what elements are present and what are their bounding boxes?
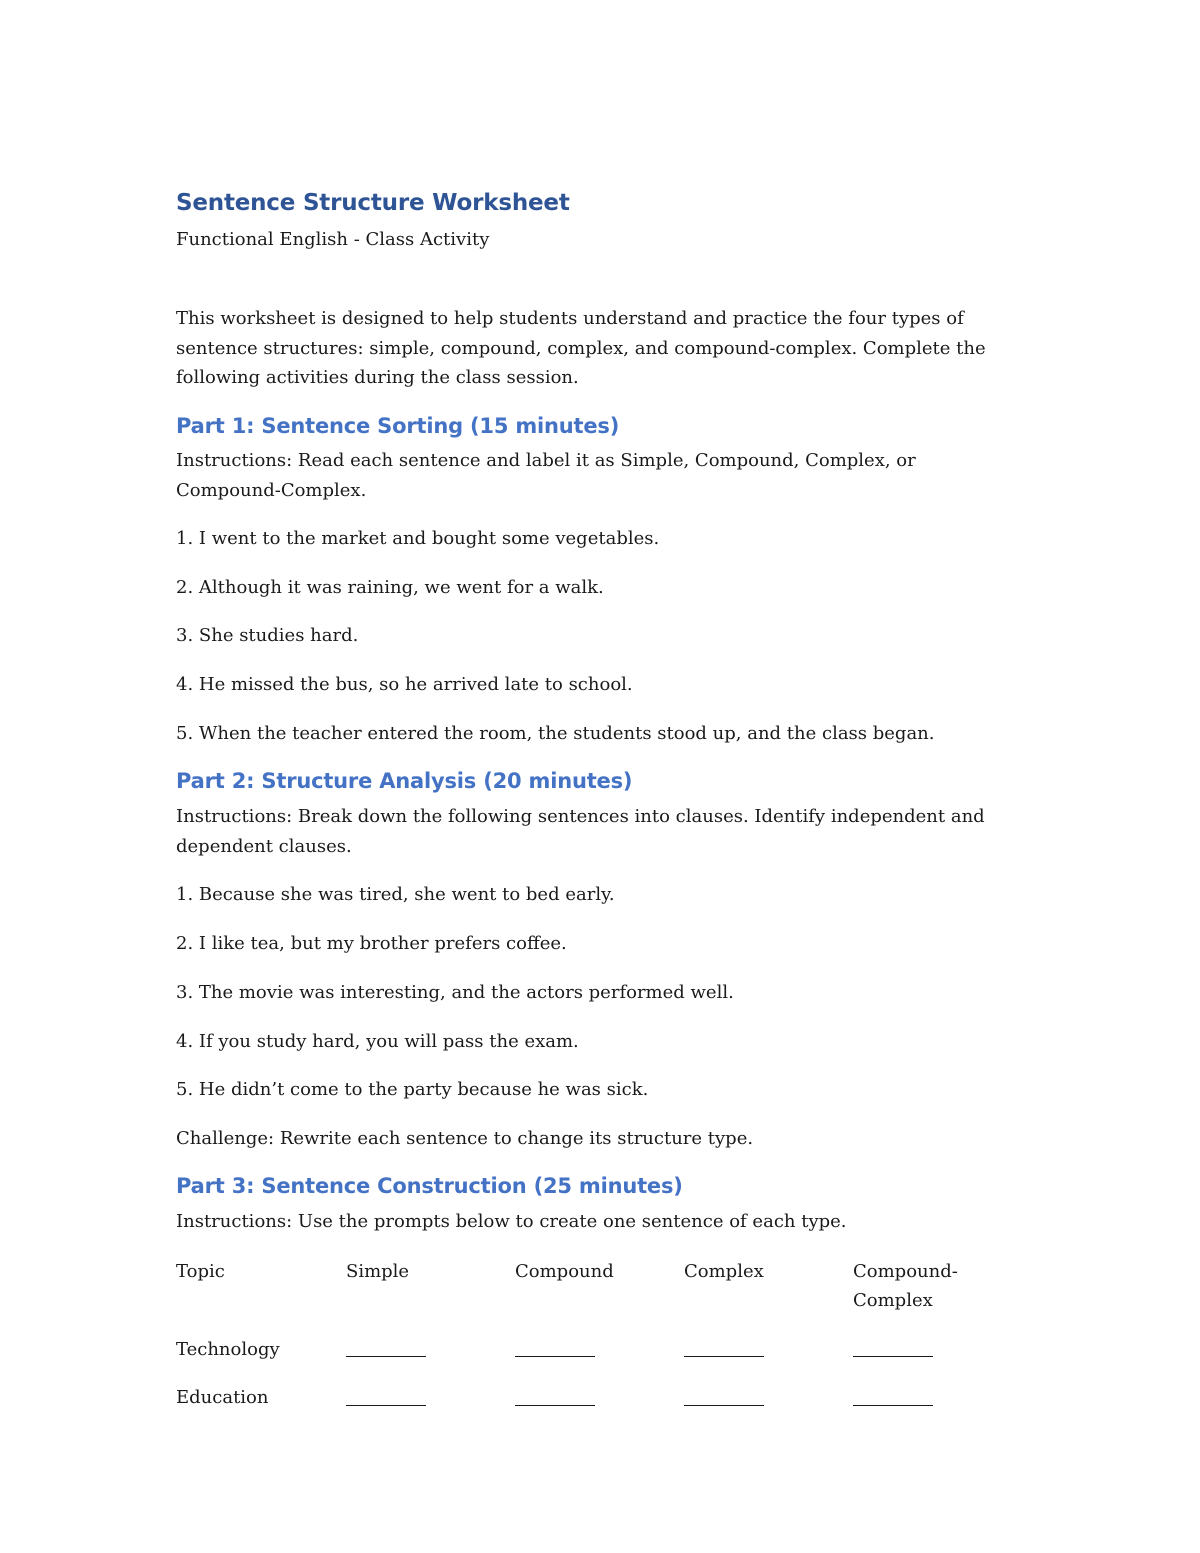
- part1-heading: Part 1: Sentence Sorting (15 minutes): [176, 414, 620, 438]
- table-header-topic: Topic: [176, 1261, 225, 1282]
- part3-heading: Part 3: Sentence Construction (25 minutes): [176, 1174, 683, 1198]
- table-header-compound: Compound: [515, 1261, 614, 1282]
- part2-item: 5. He didn’t come to the party because he was sick.: [176, 1079, 649, 1100]
- part1-item: 4. He missed the bus, so he arrived late to school.: [176, 674, 633, 695]
- part1-instructions: Instructions: Read each sentence and label it as Simple, Compound, Complex, or Compound-Complex.: [176, 450, 916, 501]
- page-title: Sentence Structure Worksheet: [176, 190, 570, 216]
- part1-item: 3. She studies hard.: [176, 625, 359, 646]
- answer-blank[interactable]: [853, 1356, 933, 1357]
- table-header-compound-complex: Compound-Complex: [853, 1261, 958, 1311]
- answer-blank[interactable]: [515, 1356, 595, 1357]
- answer-blank[interactable]: [684, 1356, 764, 1357]
- answer-blank[interactable]: [684, 1405, 764, 1406]
- part2-item: 1. Because she was tired, she went to bed early.: [176, 884, 615, 905]
- part2-instructions: Instructions: Break down the following sentences into clauses. Identify independent and dependent clauses.: [176, 806, 985, 857]
- part2-heading: Part 2: Structure Analysis (20 minutes): [176, 769, 633, 793]
- part1-item: 5. When the teacher entered the room, the students stood up, and the class began.: [176, 723, 935, 744]
- part2-item: 2. I like tea, but my brother prefers coffee.: [176, 933, 567, 954]
- part2-challenge: Challenge: Rewrite each sentence to change its structure type.: [176, 1128, 754, 1149]
- answer-blank[interactable]: [515, 1405, 595, 1406]
- intro-paragraph: This worksheet is designed to help students understand and practice the four types of sentence structures: simple, compound, complex, and compound-complex. Complete the following activities during the class session.: [176, 308, 986, 388]
- part2-item: 3. The movie was interesting, and the actors performed well.: [176, 982, 734, 1003]
- part2-item: 4. If you study hard, you will pass the exam.: [176, 1031, 579, 1052]
- worksheet-page: [176, 0, 1026, 1553]
- table-row-topic: Education: [176, 1387, 269, 1408]
- answer-blank[interactable]: [346, 1356, 426, 1357]
- table-header-simple: Simple: [346, 1261, 410, 1282]
- answer-blank[interactable]: [853, 1405, 933, 1406]
- part1-item: 2. Although it was raining, we went for a walk.: [176, 577, 604, 598]
- answer-blank[interactable]: [346, 1405, 426, 1406]
- part1-item: 1. I went to the market and bought some vegetables.: [176, 528, 660, 549]
- page-subtitle: Functional English - Class Activity: [176, 229, 490, 250]
- part3-instructions: Instructions: Use the prompts below to create one sentence of each type.: [176, 1211, 847, 1232]
- table-header-complex: Complex: [684, 1261, 764, 1282]
- table-row-topic: Technology: [176, 1339, 280, 1360]
